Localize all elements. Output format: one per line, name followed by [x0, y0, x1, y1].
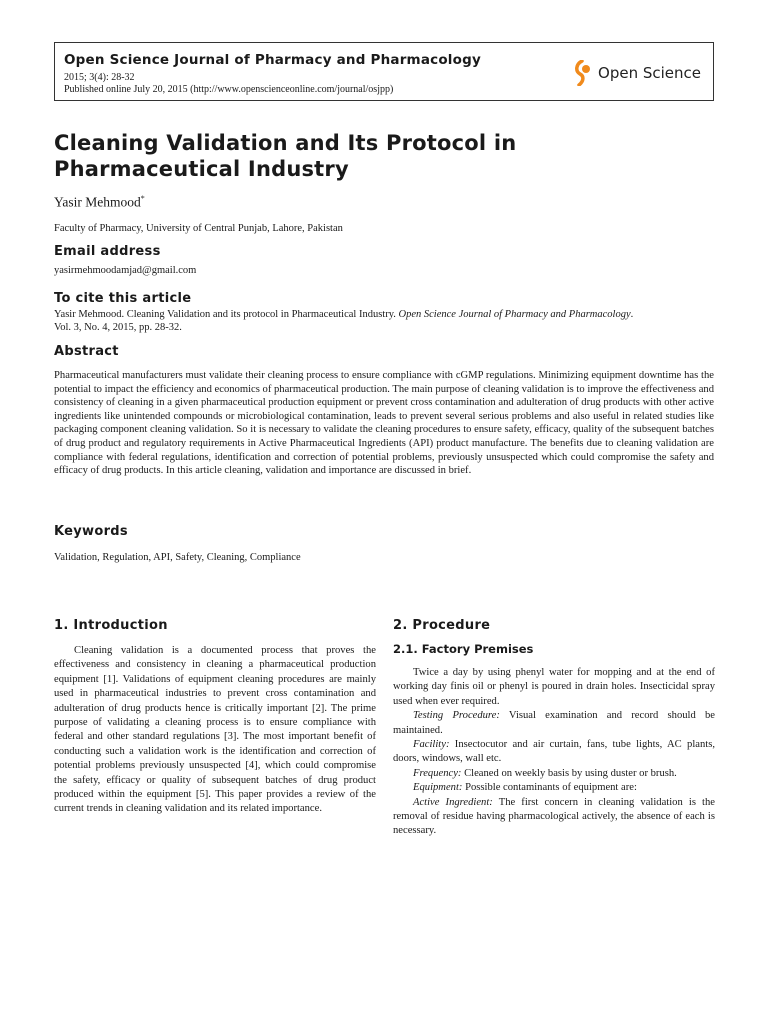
procedure-paragraph: [393, 738, 715, 767]
procedure-paragraph: [393, 709, 715, 738]
journal-header: [54, 42, 714, 101]
journal-name: Open Science Journal of Pharmacy and Pharmacology: [64, 52, 481, 68]
volume-pages: 2015; 3(4): 28-32: [64, 72, 135, 83]
publisher-name: Open Science: [598, 64, 701, 82]
introduction-text: Cleaning validation is a documented process that proves the effectiveness and consistency in cleaning a pharmaceutical production equipment [1]. Validations of equipment cleaning procedures are mainly used in pharmaceutical industries to prevent cross contamination and adulteration of drug products hence is critically important [2]. The prime purpose of validating a cleaning process is to ensure compliance with federal and other standard regulations [3]. The most important benefit of conducting such a validation work is the identification and correction of potential problems previously unsuspected [4], which could compromise the safety, efficacy or quality of subsequent batches of drug product produced within the equipment [5]. This paper provides a review of the current trends in cleaning validation and its related importance.: [54, 645, 376, 815]
active-ingredient-label: Active Ingredient:: [413, 796, 493, 808]
procedure-paragraph: [393, 781, 715, 795]
publisher-logo: [572, 60, 701, 86]
procedure-paragraph: [393, 796, 715, 839]
author-name: Yasir Mehmood: [54, 194, 141, 210]
procedure-paragraph: Twice a day by using phenyl water for mopping and at the end of working day finis oil or phenyl is poured in drain holes. Insecticidal spray used when ever required.: [393, 667, 715, 707]
introduction-heading: 1. Introduction: [54, 618, 168, 633]
email-heading: Email address: [54, 244, 161, 259]
cite-heading: To cite this article: [54, 291, 192, 306]
equipment-label: Equipment:: [413, 782, 463, 794]
keywords-text: Validation, Regulation, API, Safety, Cleaning, Compliance: [54, 552, 301, 563]
author-mark: *: [140, 194, 145, 203]
facility-label: Facility:: [413, 739, 450, 751]
author-line: [54, 194, 145, 211]
citation-text: Yasir Mehmood. Cleaning Validation and its protocol in Pharmaceutical Industry.: [54, 309, 399, 320]
equipment-text: Possible contaminants of equipment are:: [462, 782, 637, 794]
testing-procedure-text: Visual examination and record should be maintained.: [393, 710, 716, 736]
citation: [54, 308, 714, 334]
citation-journal: Open Science Journal of Pharmacy and Pharmacology: [398, 309, 631, 320]
abstract-text: Pharmaceutical manufacturers must validate their cleaning process to ensure compliance with cGMP regulations. Minimizing equipment downtime has the potential to impact the efficiency and economics of pharmaceutical production. The main purpose of cleaning validation is to improve the effectiveness and consistency of cleaning in a given pharmaceutical production equipment or prevent cross contamination and adulteration of drug products with other active ingredients like unintended compounds or microbiological contamination, leads to prevent several serious problems and also useful in related studies like packaging component cleaning validation. So it is necessary to validate the cleaning procedures to ensure safety, efficacy, quality of the subsequent batches of drug product and regulatory requirements in Active Pharmaceutical Ingredients (API) product manufacture. The benefits due to cleaning validation are compliance with federal regulations, identification and correction of potential problems, previously unsuspected which could compromise the safety and efficacy of drug products. In this article cleaning, validation and importance are discussed in brief.: [54, 370, 714, 477]
affiliation: Faculty of Pharmacy, University of Central Punjab, Lahore, Pakistan: [54, 223, 343, 234]
factory-premises-heading: 2.1. Factory Premises: [393, 642, 534, 656]
citation-volume: Vol. 3, No. 4, 2015, pp. 28-32.: [54, 322, 182, 333]
keywords-heading: Keywords: [54, 524, 128, 539]
journal-meta: [64, 72, 393, 96]
procedure-heading: 2. Procedure: [393, 618, 491, 633]
open-science-logo-icon: [572, 60, 592, 86]
frequency-text: Cleaned on weekly basis by using duster or brush.: [461, 767, 677, 779]
facility-text: Insectocutor and air curtain, fans, tube lights, AC plants, doors, windows, wall etc.: [393, 739, 715, 765]
citation-end: .: [630, 309, 634, 320]
published-line: Published online July 20, 2015 (http://www.openscienceonline.com/journal/osjpp): [64, 84, 394, 95]
article-title: Cleaning Validation and Its Protocol in Pharmaceutical Industry: [54, 131, 517, 181]
procedure-paragraph: [393, 767, 715, 781]
right-column: [393, 618, 715, 839]
email-address[interactable]: yasirmehmoodamjad@gmail.com: [54, 265, 197, 276]
active-ingredient-text: The first concern in cleaning validation is the removal of residue having pharmacological actively, the absence of each is necessary.: [393, 796, 715, 837]
frequency-label: Frequency:: [413, 767, 462, 779]
testing-procedure-label: Testing Procedure:: [413, 710, 500, 722]
abstract-heading: Abstract: [54, 344, 119, 359]
left-column: [54, 618, 376, 817]
